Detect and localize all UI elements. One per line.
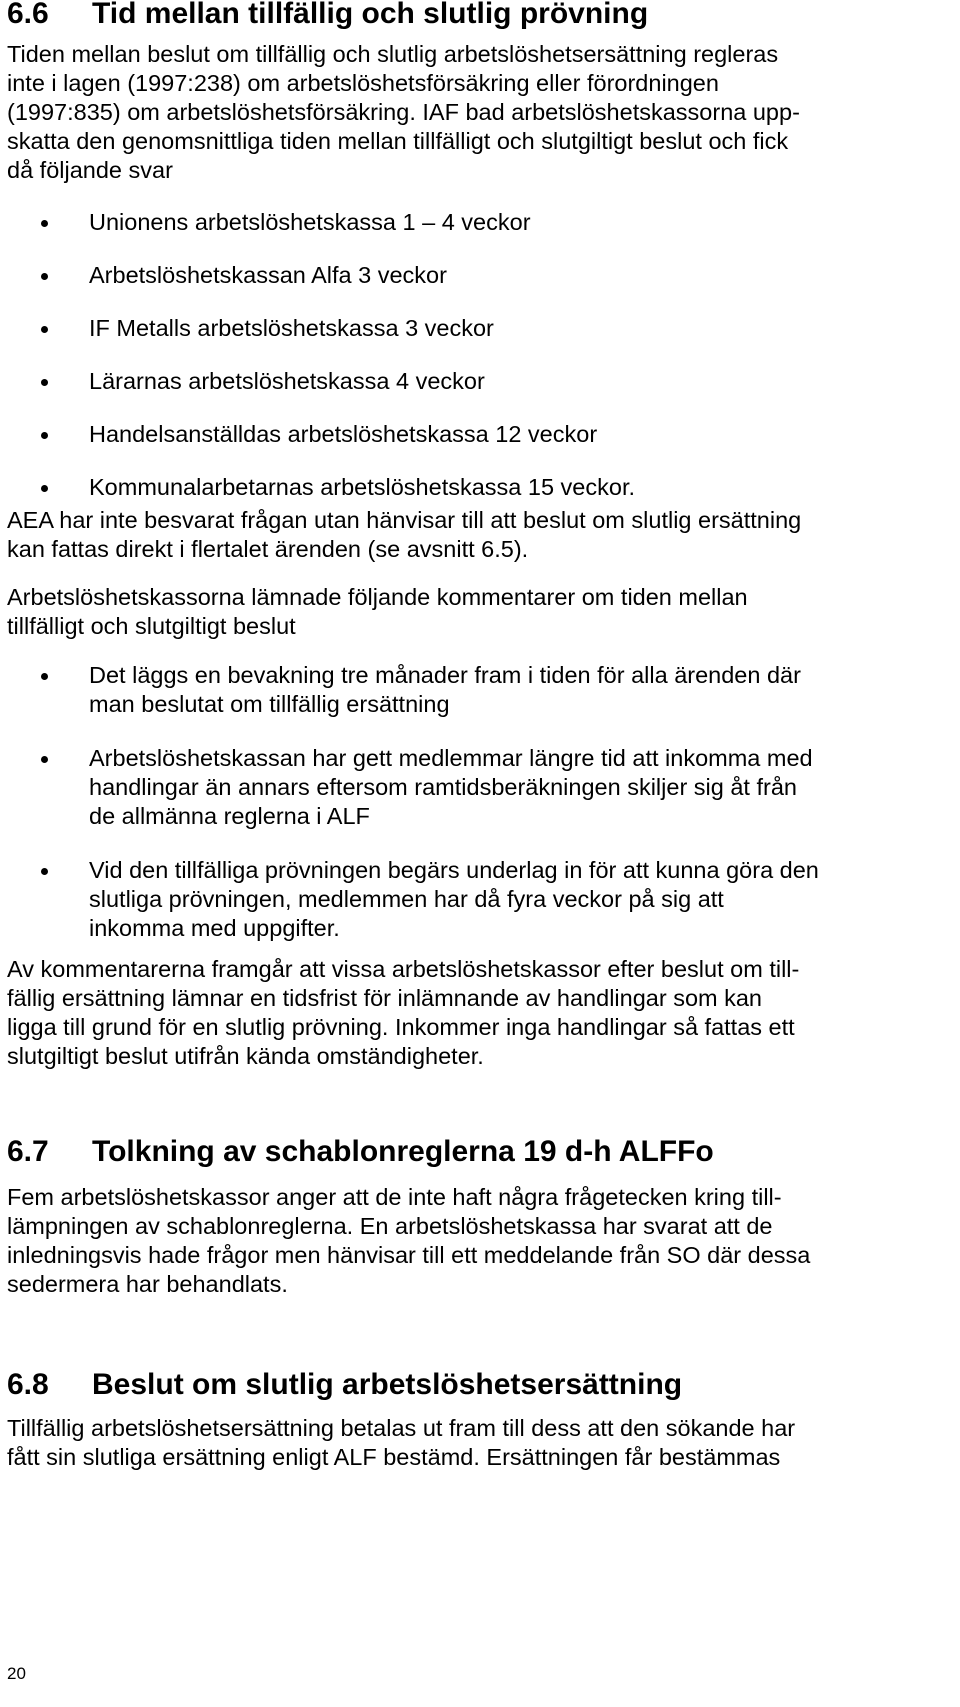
- section-number: 6.7: [7, 1135, 49, 1168]
- text-line: inte i lagen (1997:238) om arbetslöshetsförsäkring eller förordningen: [7, 70, 719, 96]
- text-line: Tiden mellan beslut om tillfällig och slutlig arbetslöshetsersättning regleras: [7, 41, 779, 67]
- paragraph-aea: [7, 506, 801, 564]
- text-line: slutgiltigt beslut utifrån kända omständigheter.: [7, 1043, 484, 1069]
- text-line: lämpningen av schablonreglerna. En arbetslöshetskassa har svarat att de: [7, 1213, 773, 1239]
- text-line: Fem arbetslöshetskassor anger att de inte haft några frågetecken kring till-: [7, 1184, 782, 1210]
- list-item: Handelsanställdas arbetslöshetskassa 12 veckor: [7, 420, 635, 449]
- section-number: 6.6: [7, 0, 49, 30]
- paragraph-conclusion: [7, 955, 799, 1071]
- text-line: sedermera har behandlats.: [7, 1271, 288, 1297]
- text-line: skatta den genomsnittliga tiden mellan tillfälligt och slutgiltigt beslut och fick: [7, 128, 789, 154]
- text-line: ligga till grund för en slutlig prövning. Inkommer inga handlingar så fattas ett: [7, 1014, 795, 1040]
- bullet-list-comments: [7, 661, 819, 943]
- list-item: Kommunalarbetarnas arbetslöshetskassa 15 veckor.: [7, 473, 635, 502]
- text-line: tillfälligt och slutgiltigt beslut: [7, 613, 296, 639]
- paragraph-6-8: [7, 1414, 795, 1472]
- bullet-icon: [41, 432, 48, 439]
- bullet-icon: [41, 326, 48, 333]
- paragraph-6-7: [7, 1183, 810, 1299]
- page-number: 20: [7, 1664, 26, 1683]
- section-title: Tid mellan tillfällig och slutlig prövning: [92, 0, 649, 30]
- bullet-icon: [41, 868, 48, 875]
- bullet-list-waiting-times: [7, 208, 635, 502]
- text-line: AEA har inte besvarat frågan utan hänvisar till att beslut om slutlig ersättning: [7, 507, 802, 533]
- list-item: IF Metalls arbetslöshetskassa 3 veckor: [7, 314, 635, 343]
- text-line: Arbetslöshetskassorna lämnade följande kommentarer om tiden mellan: [7, 584, 748, 610]
- bullet-icon: [41, 220, 48, 227]
- text-line: kan fattas direkt i flertalet ärenden (se avsnitt 6.5).: [7, 536, 529, 562]
- text-line: Av kommentarerna framgår att vissa arbetslöshetskassor efter beslut om till-: [7, 956, 800, 982]
- bullet-icon: [41, 379, 48, 386]
- list-item: Lärarnas arbetslöshetskassa 4 veckor: [7, 367, 635, 396]
- text-line: inledningsvis hade frågor men hänvisar till ett meddelande från SO där dessa: [7, 1242, 811, 1268]
- paragraph-comments: [7, 583, 748, 641]
- list-item: Arbetslöshetskassan har gett medlemmar längre tid att inkomma med handlingar än annars eftersom ramtidsberäkningen skiljer sig åt från de allmänna reglerna i ALF: [7, 744, 819, 831]
- bullet-icon: [41, 485, 48, 492]
- bullet-icon: [41, 756, 48, 763]
- section-heading-6-8: [7, 1368, 682, 1402]
- section-heading-6-6: [7, 0, 648, 31]
- section-heading-6-7: [7, 1135, 714, 1169]
- text-line: fått sin slutliga ersättning enligt ALF bestämd. Ersättningen får bestämmas: [7, 1444, 781, 1470]
- list-item: Det läggs en bevakning tre månader fram i tiden för alla ärenden där man beslutat om tillfällig ersättning: [7, 661, 819, 719]
- paragraph-intro: [7, 40, 800, 185]
- list-item: Unionens arbetslöshetskassa 1 – 4 veckor: [7, 208, 635, 237]
- text-line: (1997:835) om arbetslöshetsförsäkring. IAF bad arbetslöshetskassorna upp-: [7, 99, 800, 125]
- section-number: 6.8: [7, 1368, 49, 1401]
- bullet-icon: [41, 273, 48, 280]
- list-item: Arbetslöshetskassan Alfa 3 veckor: [7, 261, 635, 290]
- section-title: Beslut om slutlig arbetslöshetsersättning: [92, 1368, 683, 1401]
- list-item: Vid den tillfälliga prövningen begärs underlag in för att kunna göra den slutliga prövningen, medlemmen har då fyra veckor på sig att inkomma med uppgifter.: [7, 856, 819, 943]
- text-line: fällig ersättning lämnar en tidsfrist för inlämnande av handlingar som kan: [7, 985, 763, 1011]
- text-line: Tillfällig arbetslöshetsersättning betalas ut fram till dess att den sökande har: [7, 1415, 796, 1441]
- bullet-icon: [41, 673, 48, 680]
- section-title: Tolkning av schablonreglerna 19 d-h ALFFo: [92, 1135, 714, 1168]
- text-line: då följande svar: [7, 157, 173, 183]
